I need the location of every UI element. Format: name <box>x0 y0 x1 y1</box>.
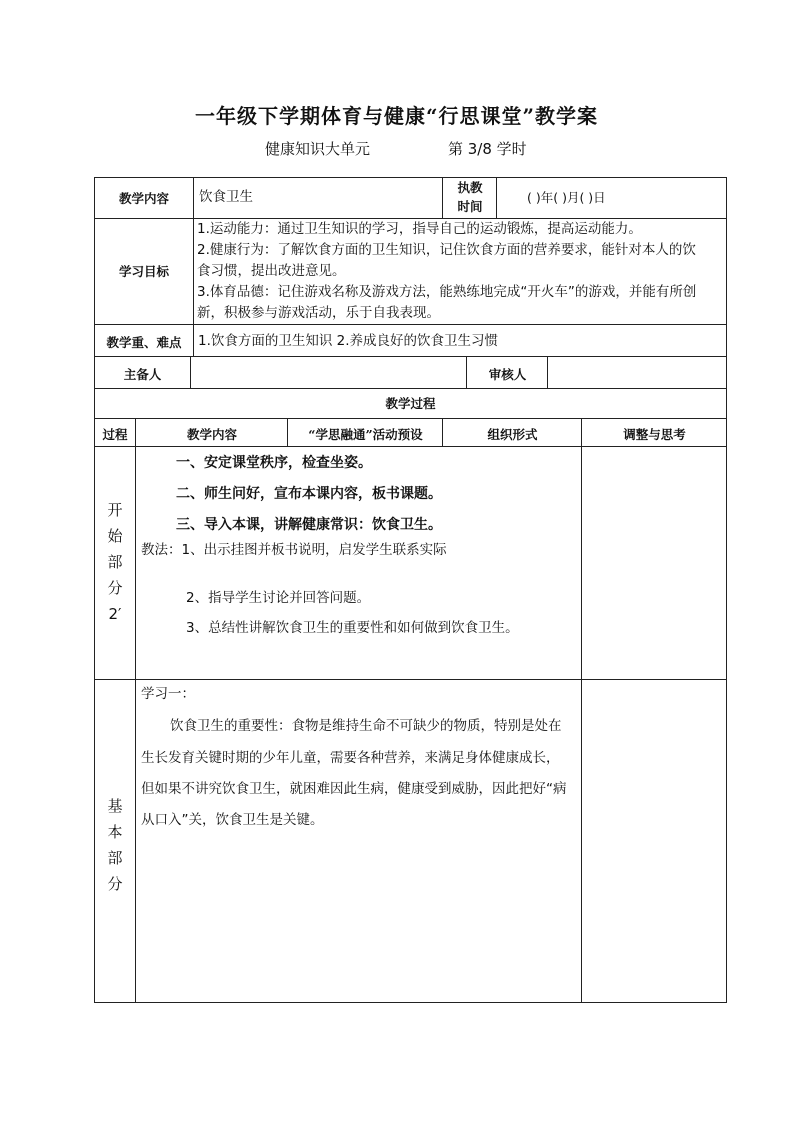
importance-line-2: 生长发育关键时期的少年儿童，需要各种营养，来满足身体健康成长， <box>141 750 560 766</box>
column-reflection: 调整与思考 <box>623 427 686 442</box>
teaching-date-value: ( )年( )月( )日 <box>527 190 606 205</box>
importance-line-4: 从口入”关，饮食卫生是关键。 <box>141 812 324 828</box>
start-item-2: 二、师生问好，宣布本课内容，板书课题。 <box>176 486 442 502</box>
teaching-time-label-1: 执教 <box>457 180 483 195</box>
start-item-1: 一、安定课堂秩序，检查坐姿。 <box>176 455 372 471</box>
method-1: 教法：1、出示挂图并板书说明，启发学生联系实际 <box>141 542 447 558</box>
preparer-label: 主备人 <box>123 367 162 382</box>
method-3: 3、总结性讲解饮食卫生的重要性和如何做到饮食卫生。 <box>186 620 519 636</box>
importance-line-1: 饮食卫生的重要性：食物是维持生命不可缺少的物质，特别是处在 <box>170 718 562 734</box>
column-activity: “学思融通”活动预设 <box>308 427 423 442</box>
goal-line: 1.运动能力：通过卫生知识的学习，指导自己的运动锻炼，提高运动能力。 <box>197 221 642 237</box>
teaching-process-title: 教学过程 <box>385 396 436 411</box>
column-process: 过程 <box>102 427 128 442</box>
lesson-number: 第 3/8 学时 <box>448 140 527 158</box>
goal-line: 食习惯，提出改进意见。 <box>197 263 346 279</box>
key-points-value: 1.饮食方面的卫生知识 2.养成良好的饮食卫生习惯 <box>198 333 499 349</box>
learning-goals-text <box>197 219 696 324</box>
unit-label: 健康知识大单元 <box>265 140 371 158</box>
goal-line: 2.健康行为：了解饮食方面的卫生知识，记住饮食方面的营养要求，能针对本人的饮 <box>197 242 696 258</box>
column-content: 教学内容 <box>186 427 237 442</box>
learning-goals-label: 学习目标 <box>118 264 169 279</box>
reviewer-label: 审核人 <box>488 367 527 382</box>
teaching-content-label: 教学内容 <box>118 191 169 206</box>
start-item-3: 三、导入本课，讲解健康常识：饮食卫生。 <box>176 517 442 533</box>
goal-line: 新，积极参与游戏活动，乐于自我表现。 <box>197 305 440 321</box>
teaching-content-value: 饮食卫生 <box>199 189 253 205</box>
key-points-label: 教学重、难点 <box>106 335 182 350</box>
basic-section-label: 基 本 部 分 <box>107 797 123 893</box>
goal-line: 3.体育品德：记住游戏名称及游戏方法，能熟练地完成“开火车”的游戏，并能有所创 <box>197 284 697 300</box>
start-section-label: 开 始 部 分 2′ <box>107 501 123 623</box>
study-one-label: 学习一： <box>141 686 195 702</box>
importance-line-3: 但如果不讲究饮食卫生，就困难因此生病，健康受到威胁，因此把好“病 <box>141 781 567 797</box>
page-title: 一年级下学期体育与健康“行思课堂”教学案 <box>194 104 598 128</box>
teaching-time-label-2: 时间 <box>457 199 483 214</box>
method-2: 2、指导学生讨论并回答问题。 <box>186 590 371 606</box>
column-organization: 组织形式 <box>487 427 538 442</box>
